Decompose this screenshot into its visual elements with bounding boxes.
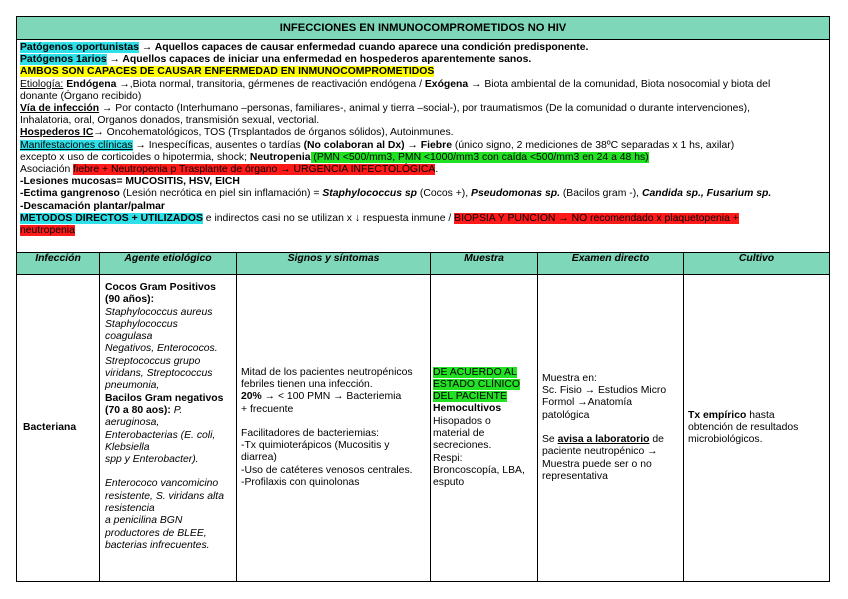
infections-table: [16, 16, 830, 582]
intro-line-descamacion: -Descamación plantar/palmar: [20, 200, 165, 212]
intro-line-donante: donante (Órgano recibido): [20, 90, 142, 102]
intro-line-asociacion: Asociación fiebre + Neutropenia p Trasplante de órgano → URGENCIA INFECTOLÓGICA.: [20, 164, 439, 176]
intro-line-hospederos: Hospederos IC→ Oncohematológicos, TOS (Trsplantados de órganos sólidos), Autoinmunes.: [20, 127, 454, 139]
cell-infeccion: Bacteriana: [17, 275, 100, 582]
intro-line-via: Vía de infección → Por contacto (Interhumano –personas, familiares-, animal y tierra –social-), por traumatismos (De la comunidad o durante intervenciones),: [20, 103, 750, 115]
header-muestra: Muestra: [431, 253, 538, 275]
intro-line-lesiones: -Lesiones mucosas= MUCOSITIS, HSV, EICH: [20, 176, 240, 188]
table-row: [17, 275, 830, 582]
intro-line-metodos: METODOS DIRECTOS + UTILIZADOS e indirectos casi no se utilizan x ↓ respuesta inmune / BIOPSIA Y PUNCION → NO recomendado x plaquetopenia +: [20, 212, 739, 224]
intro-line-neutropenia: excepto x uso de corticoides o hipotermia, shock; Neutropenia (PMN <500/mm3, PMN <1000/mm3 con caída <500/mm3 en 24 a 48 hs): [20, 151, 649, 163]
cell-agente: Cocos Gram Positivos (90 años): Staphylococcus aureus Staphylococcus coagulasa Negativos, Enterococos. Streptococcus grupo viridans, Streptococcus pneumonia, Bacilos Gram negativos (70 a 80 aos): P. aeruginosa, Enterobacterias (E. coli, Klebsiella spp y Enterobacter). Enterococo vancomicino resistente, S. viridans alta resistencia a penicilina BGN productores de BLEE, bacterias infrecuentes.: [100, 275, 237, 582]
intro-line-ambos: AMBOS SON CAPACES DE CAUSAR ENFERMEDAD EN INMUNOCOMPROMETIDOS: [20, 66, 435, 78]
intro-line-ectima: -Ectima gangrenoso (Lesión necrótica en piel sin inflamación) = Staphylococcus sp (Cocos +), Pseudomonas sp. (Bacilos gram -), Candida sp., Fusarium sp.: [20, 188, 772, 200]
cell-examen: Muestra en: Sc. Fisio → Estudios Micro Formol →Anatomía patológica Se avisa a laboratorio de paciente neutropénico → Muestra puede ser o no representativa: [538, 275, 684, 582]
intro-line-oportunistas: Patógenos oportunistas → Aquellos capaces de causar enfermedad cuando aparece una condición predisponente.: [20, 42, 589, 53]
intro-line-neutropenia-end: neutropenia: [20, 225, 75, 237]
intro-line-primarios: Patógenos 1arios → Aquellos capaces de iniciar una enfermedad en hospederos aparentemente sanos.: [20, 54, 532, 66]
cell-cultivo: Tx empírico hasta obtención de resultados microbiológicos.: [684, 275, 830, 582]
header-signos: Signos y síntomas: [237, 253, 431, 275]
intro-section: [17, 40, 830, 253]
intro-line-manifestaciones: Manifestaciones clínicas → Inespecíficas, ausentes o tardías (No colaboran al Dx) → Fiebre (único signo, 2 mediciones de 38ºC separadas x 1 hs, axilar): [20, 139, 735, 151]
page-title: INFECCIONES EN INMUNOCOMPROMETIDOS NO HIV: [17, 17, 830, 40]
header-agente: Agente etiológico: [100, 253, 237, 275]
intro-line-etiologia: Etiología: Endógena →,Biota normal, transitoria, gérmenes de reactivación endógena / Exógena → Biota ambiental de la comunidad, Biota nosocomial y biota del: [20, 78, 771, 90]
header-infeccion: Infección: [17, 253, 100, 275]
table-header-row: [17, 253, 830, 275]
header-cultivo: Cultivo: [684, 253, 830, 275]
cell-signos: Mitad de los pacientes neutropénicos febriles tienen una infección. 20% → < 100 PMN → Bacteriemia + frecuente Facilitadores de bacteriemias: -Tx quimioterápicos (Mucositis y diarrea) -Uso de catéteres venosos centrales. -Profilaxis con quinolonas: [237, 275, 431, 582]
header-examen: Examen directo: [538, 253, 684, 275]
cell-muestra: DE ACUERDO AL ESTADO CLÍNICO DEL PACIENTE Hemocultivos Hisopados o material de secreciones. Respi: Broncoscopía, LBA, esputo: [431, 275, 538, 582]
intro-line-inhalatoria: Inhalatoria, oral, Organos donados, transmisión sexual, vectorial.: [20, 115, 320, 127]
